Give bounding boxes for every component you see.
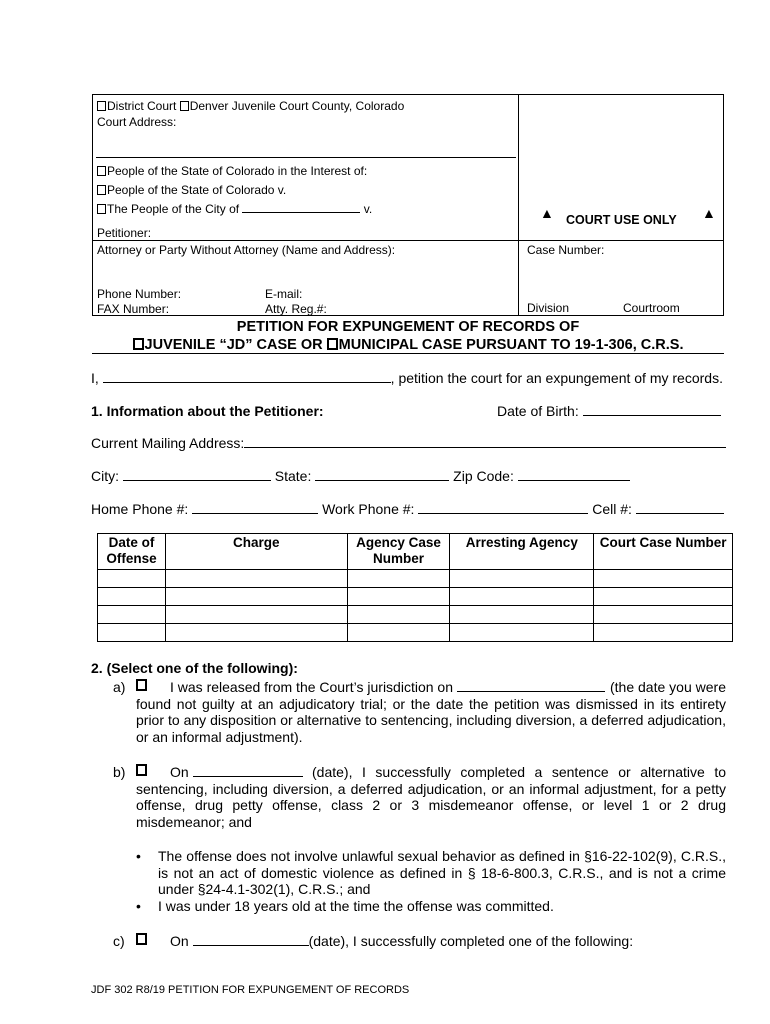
denver-juvenile-court-checkbox[interactable]: [180, 101, 189, 111]
triangle-up-icon: ▲: [540, 205, 554, 221]
attorney-label: Attorney or Party Without Attorney (Name and Address):: [97, 243, 396, 257]
dob-row: Date of Birth:: [497, 403, 721, 419]
table-cell[interactable]: [165, 606, 347, 624]
email-label: E-mail:: [265, 287, 303, 301]
header-arresting-agency: Arresting Agency: [450, 534, 594, 570]
bullet-icon: •: [136, 848, 141, 864]
intro-line: I, , petition the court for an expungement of my records.: [91, 370, 723, 386]
section-1-heading: 1. Information about the Petitioner:: [91, 403, 324, 419]
people-v-checkbox[interactable]: [97, 185, 106, 195]
header-charge: Charge: [165, 534, 347, 570]
table-cell[interactable]: [347, 570, 450, 588]
option-c-checkbox[interactable]: [136, 933, 147, 945]
caption-divider: [518, 94, 519, 316]
municipal-case-checkbox[interactable]: [327, 338, 338, 350]
state-field[interactable]: [315, 480, 449, 481]
header-court-case-number: Court Case Number: [594, 534, 733, 570]
page-footer: JDF 302 R8/19 PETITION FOR EXPUNGEMENT OF RECORDS: [91, 984, 410, 996]
table-cell[interactable]: [450, 570, 594, 588]
table-cell[interactable]: [594, 606, 733, 624]
division-label: Division: [527, 301, 570, 315]
case-number-label: Case Number:: [527, 243, 605, 257]
dob-field[interactable]: [583, 415, 721, 416]
option-c-line: On (date), I successfully completed one of the following:: [170, 933, 634, 949]
option-b-bullets: [136, 848, 726, 914]
phone-label: Phone Number:: [97, 287, 182, 301]
bullet-text: The offense does not involve unlawful sexual behavior as defined in §16-22-102(9), C.R.S., is not an act of domestic violence as defined in § 18-6-800.3, C.R.S., and is not a crime under §24-4.1-302(1), C.R.S.; and: [158, 848, 726, 897]
zip-field[interactable]: [518, 480, 630, 481]
table-row: [98, 624, 733, 642]
table-cell[interactable]: [450, 624, 594, 642]
table-cell[interactable]: [165, 588, 347, 606]
table-cell[interactable]: [347, 624, 450, 642]
bullet-text: I was under 18 years old at the time the offense was committed.: [158, 897, 554, 914]
option-b-on: On: [170, 764, 303, 780]
option-c-date-field[interactable]: [193, 945, 309, 946]
bullet-icon: •: [136, 897, 141, 914]
city-row: City: State: Zip Code:: [91, 468, 630, 484]
city-people-checkbox[interactable]: [97, 204, 106, 214]
city-name-field[interactable]: [242, 212, 360, 213]
table-cell[interactable]: [347, 606, 450, 624]
home-phone-field[interactable]: [192, 513, 318, 514]
table-row: [98, 588, 733, 606]
title-underline: [92, 353, 724, 354]
work-phone-field[interactable]: [418, 513, 588, 514]
cell-phone-field[interactable]: [636, 513, 724, 514]
triangle-up-icon: ▲: [702, 205, 716, 221]
option-c-checkbox-wrap: [136, 933, 148, 947]
atty-reg-label: Atty. Reg.#:: [265, 302, 327, 316]
header-date-of-offense: Date of Offense: [98, 534, 166, 570]
option-a-text: (the date you were found not guilty at an adjudicatory trial; or the date the petition was dismissed in its entirety prior to any disposition or alternative to sentencing, including diversion, a deferred adjudication, or an informal adjustment).: [136, 679, 726, 745]
table-cell[interactable]: [594, 624, 733, 642]
header-agency-case-number: Agency Case Number: [347, 534, 450, 570]
table-cell[interactable]: [98, 588, 166, 606]
table-cell[interactable]: [594, 570, 733, 588]
table-cell[interactable]: [347, 588, 450, 606]
phone-row: Home Phone #: Work Phone #: Cell #:: [91, 501, 724, 517]
petitioner-name-field[interactable]: [103, 382, 391, 383]
city-field[interactable]: [123, 480, 271, 481]
people-interest-checkbox[interactable]: [97, 166, 106, 176]
table-row: [98, 606, 733, 624]
table-cell[interactable]: [450, 606, 594, 624]
mailing-row: Current Mailing Address:: [91, 435, 726, 451]
offense-table: [97, 533, 733, 642]
fax-label: FAX Number:: [97, 302, 170, 316]
caption-court-line: [96, 157, 516, 158]
party-options: People of the State of Colorado in the Interest of: People of the State of Colorado v. The People of the City of v.: [97, 162, 372, 219]
list-item: [136, 848, 726, 898]
petitioner-label: Petitioner:: [97, 226, 152, 240]
option-c-label: c): [113, 933, 125, 949]
table-row: [98, 570, 733, 588]
court-use-only: COURT USE ONLY: [566, 213, 677, 227]
page-title: PETITION FOR EXPUNGEMENT OF RECORDS OF JUVENILE “JD” CASE OR MUNICIPAL CASE PURSUANT TO 19-1-306, C.R.S.: [92, 318, 724, 354]
courtroom-label: Courtroom: [623, 301, 680, 315]
option-a-label: a): [113, 679, 126, 695]
section-2-heading: 2. (Select one of the following):: [91, 660, 298, 676]
table-header-row: [98, 534, 733, 570]
court-selection: District Court Denver Juvenile Court County, Colorado: [97, 98, 404, 114]
juvenile-case-checkbox[interactable]: [133, 338, 144, 350]
table-cell[interactable]: [165, 570, 347, 588]
mailing-address-field[interactable]: [244, 447, 726, 448]
table-cell[interactable]: [98, 606, 166, 624]
table-cell[interactable]: [98, 624, 166, 642]
list-item: [136, 898, 726, 915]
caption-attorney-line: [92, 240, 724, 241]
option-a-line1: I was released from the Court’s jurisdiction on: [170, 679, 726, 695]
court-address-label: Court Address:: [97, 115, 177, 129]
table-cell[interactable]: [450, 588, 594, 606]
table-cell[interactable]: [165, 624, 347, 642]
option-b-label: b): [113, 764, 126, 780]
table-cell[interactable]: [98, 570, 166, 588]
district-court-checkbox[interactable]: [97, 101, 106, 111]
table-cell[interactable]: [594, 588, 733, 606]
option-b-text: (date), I successfully completed a sentence or alternative to sentencing, including diversion, a deferred adjudication, or an informal adjustment, for a petty offense, drug petty offense, class 2 or 3 misdemeanor offense, or level 1 or 2 drug misdemeanor; and: [136, 764, 726, 830]
